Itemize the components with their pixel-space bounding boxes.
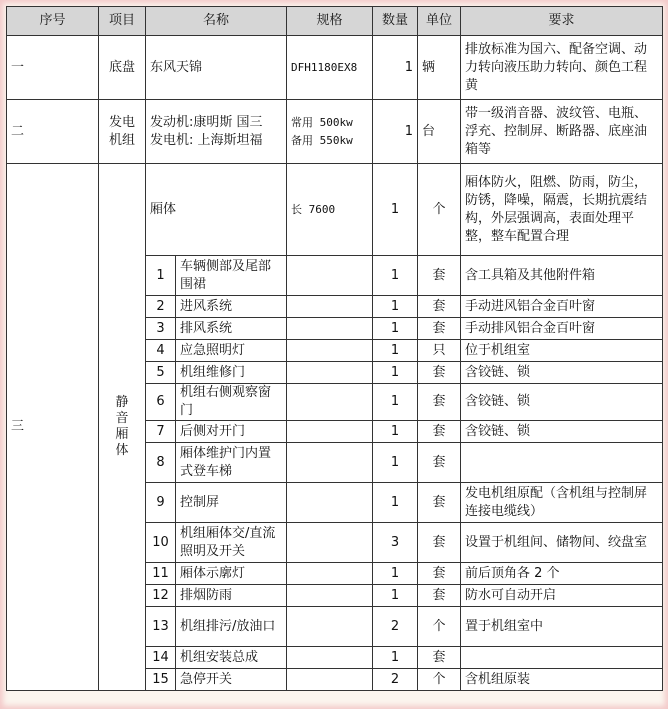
subitem-name: 机组厢体交/直流照明及开关 xyxy=(176,523,287,563)
subitem-no: 6 xyxy=(146,384,176,421)
header-name: 名称 xyxy=(146,7,287,36)
subitem-qty: 1 xyxy=(373,563,418,585)
subitem-qty: 1 xyxy=(373,256,418,296)
spec-cell: DFH1180EX8 xyxy=(287,36,373,100)
subitem-name: 应急照明灯 xyxy=(176,340,287,362)
subitem-qty: 1 xyxy=(373,318,418,340)
subitem-unit: 套 xyxy=(418,318,461,340)
header-spec: 规格 xyxy=(287,7,373,36)
subitem-qty: 3 xyxy=(373,523,418,563)
subitem-name: 厢体示廓灯 xyxy=(176,563,287,585)
subitem-req: 含铰链、锁 xyxy=(461,362,663,384)
subitem-qty: 1 xyxy=(373,362,418,384)
header-req: 要求 xyxy=(461,7,663,36)
subitem-qty: 2 xyxy=(373,669,418,691)
header-item: 项目 xyxy=(99,7,146,36)
subitem-no: 2 xyxy=(146,296,176,318)
subitem-no: 1 xyxy=(146,256,176,296)
subitem-unit: 套 xyxy=(418,523,461,563)
subitem-qty: 1 xyxy=(373,483,418,523)
subitem-no: 13 xyxy=(146,607,176,647)
generator-line: 发电机: 上海斯坦福 xyxy=(150,132,263,148)
subitem-no: 7 xyxy=(146,421,176,443)
name-cell: 东风天锦 xyxy=(146,36,287,100)
header-row xyxy=(7,7,663,36)
name-cell: 厢体 xyxy=(146,164,287,256)
subitem-qty: 1 xyxy=(373,296,418,318)
header-unit: 单位 xyxy=(418,7,461,36)
subitem-req: 发电机组原配（含机组与控制屏连接电缆线） xyxy=(461,483,663,523)
subitem-qty: 1 xyxy=(373,421,418,443)
subitem-spec xyxy=(287,362,373,384)
subitem-name: 控制屏 xyxy=(176,483,287,523)
subitem-name: 排烟防雨 xyxy=(176,585,287,607)
unit-cell: 辆 xyxy=(418,36,461,100)
subitem-name: 车辆侧部及尾部围裙 xyxy=(176,256,287,296)
item-cell: 底盘 xyxy=(99,36,146,100)
subitem-no: 4 xyxy=(146,340,176,362)
req-cell: 带一级消音器、波纹管、电瓶、浮充、控制屏、断路器、底座油箱等 xyxy=(461,100,663,164)
subitem-qty: 1 xyxy=(373,340,418,362)
engine-line: 发动机:康明斯 国三 xyxy=(150,114,263,130)
subitem-spec xyxy=(287,647,373,669)
subitem-unit: 套 xyxy=(418,483,461,523)
subitem-unit: 套 xyxy=(418,421,461,443)
subitem-name: 机组排污/放油口 xyxy=(176,607,287,647)
name-cell xyxy=(146,100,287,164)
subitem-req: 设置于机组间、储物间、绞盘室 xyxy=(461,523,663,563)
subitem-req: 置于机组室中 xyxy=(461,607,663,647)
subitem-req: 前后顶角各 2 个 xyxy=(461,563,663,585)
subitem-req: 手动排风铝合金百叶窗 xyxy=(461,318,663,340)
subitem-name: 厢体维护门内置式登车梯 xyxy=(176,443,287,483)
spec-prime-line: 备用 550kw xyxy=(291,133,353,147)
header-seq: 序号 xyxy=(7,7,99,36)
subitem-spec xyxy=(287,585,373,607)
subitem-spec xyxy=(287,421,373,443)
subitem-spec xyxy=(287,340,373,362)
subitem-spec xyxy=(287,384,373,421)
subitem-unit: 套 xyxy=(418,585,461,607)
subitem-name: 进风系统 xyxy=(176,296,287,318)
subitem-spec xyxy=(287,318,373,340)
subitem-qty: 2 xyxy=(373,607,418,647)
subitem-name: 后侧对开门 xyxy=(176,421,287,443)
subitem-spec xyxy=(287,296,373,318)
subitem-no: 11 xyxy=(146,563,176,585)
subitem-unit: 套 xyxy=(418,647,461,669)
unit-cell: 个 xyxy=(418,164,461,256)
spec-cell: 长 7600 xyxy=(287,164,373,256)
subitem-no: 12 xyxy=(146,585,176,607)
req-cell: 厢体防火，阻燃、防雨，防尘，防锈，降噪，隔震，长期抗震结构，外层强调高，表面处理平整，整车配置合理 xyxy=(461,164,663,256)
qty-cell: 1 xyxy=(373,100,418,164)
subitem-name: 急停开关 xyxy=(176,669,287,691)
spec-cell xyxy=(287,100,373,164)
spec-standby-line: 常用 500kw xyxy=(291,115,353,129)
subitem-unit: 个 xyxy=(418,669,461,691)
subitem-unit: 套 xyxy=(418,384,461,421)
subitem-unit: 套 xyxy=(418,296,461,318)
subitem-no: 3 xyxy=(146,318,176,340)
subitem-no: 10 xyxy=(146,523,176,563)
subitem-no: 14 xyxy=(146,647,176,669)
subitem-req xyxy=(461,443,663,483)
subitem-unit: 套 xyxy=(418,563,461,585)
subitem-spec xyxy=(287,669,373,691)
subitem-unit: 套 xyxy=(418,256,461,296)
subitem-name: 排风系统 xyxy=(176,318,287,340)
table-row xyxy=(7,100,663,164)
subitem-req: 含铰链、锁 xyxy=(461,421,663,443)
subitem-spec xyxy=(287,607,373,647)
subitem-no: 9 xyxy=(146,483,176,523)
subitem-req xyxy=(461,647,663,669)
subitem-name: 机组安装总成 xyxy=(176,647,287,669)
subitem-req: 含工具箱及其他附件箱 xyxy=(461,256,663,296)
unit-cell: 台 xyxy=(418,100,461,164)
subitem-unit: 个 xyxy=(418,607,461,647)
qty-cell: 1 xyxy=(373,164,418,256)
subitem-no: 5 xyxy=(146,362,176,384)
subitem-unit: 套 xyxy=(418,443,461,483)
seq-cell: 三 xyxy=(7,164,99,691)
subitem-name: 机组维修门 xyxy=(176,362,287,384)
subitem-req: 含铰链、锁 xyxy=(461,384,663,421)
subitem-no: 8 xyxy=(146,443,176,483)
subitem-spec xyxy=(287,523,373,563)
subitem-spec xyxy=(287,256,373,296)
item-cell: 静音厢体 xyxy=(99,164,146,691)
subitem-qty: 1 xyxy=(373,585,418,607)
table-row xyxy=(7,36,663,100)
subitem-qty: 1 xyxy=(373,443,418,483)
subitem-unit: 只 xyxy=(418,340,461,362)
subitem-name: 机组右侧观察窗门 xyxy=(176,384,287,421)
req-cell: 排放标准为国六、配备空调、动力转向液压助力转向、颜色工程黄 xyxy=(461,36,663,100)
subitem-req: 防水可自动开启 xyxy=(461,585,663,607)
seq-cell: 一 xyxy=(7,36,99,100)
subitem-req: 含机组原装 xyxy=(461,669,663,691)
subitem-req: 位于机组室 xyxy=(461,340,663,362)
table-row xyxy=(7,164,663,256)
spec-table xyxy=(6,6,663,691)
subitem-spec xyxy=(287,563,373,585)
seq-cell: 二 xyxy=(7,100,99,164)
qty-cell: 1 xyxy=(373,36,418,100)
subitem-req: 手动进风铝合金百叶窗 xyxy=(461,296,663,318)
subitem-spec xyxy=(287,483,373,523)
subitem-no: 15 xyxy=(146,669,176,691)
subitem-spec xyxy=(287,443,373,483)
item-cell: 发电机组 xyxy=(99,100,146,164)
subitem-qty: 1 xyxy=(373,384,418,421)
header-qty: 数量 xyxy=(373,7,418,36)
subitem-unit: 套 xyxy=(418,362,461,384)
subitem-qty: 1 xyxy=(373,647,418,669)
